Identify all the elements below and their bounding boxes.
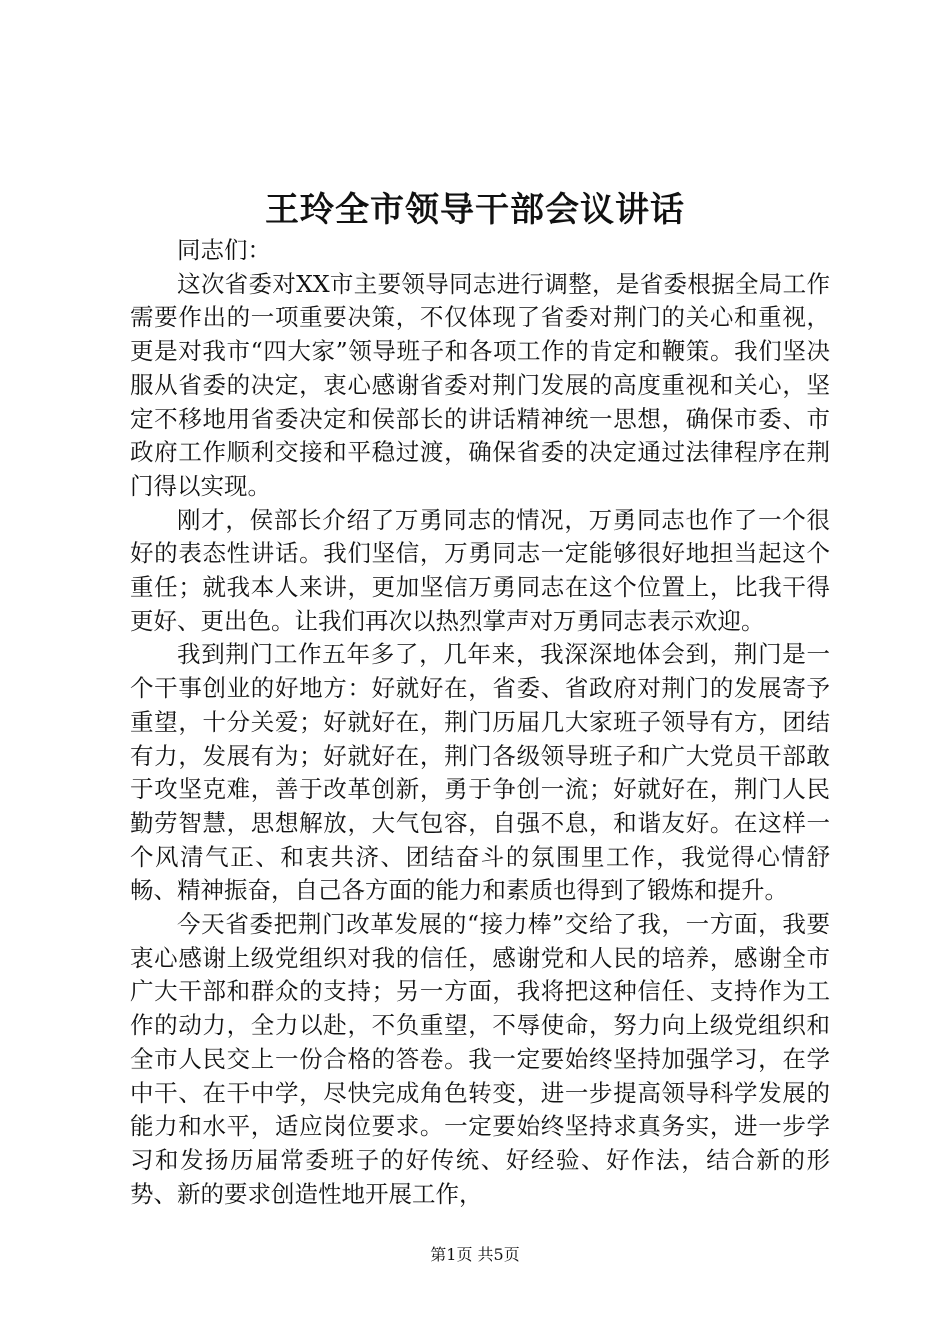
- document-title: 王玲全市领导干部会议讲话: [265, 190, 685, 230]
- page-footer: 第1页 共5页: [430, 1245, 520, 1264]
- salutation: 同志们：: [177, 236, 271, 264]
- paragraph-3: 我到荆门工作五年多了，几年来，我深深地体会到，荆门是一个干事创业的好地方：好就好在，省委、省政府对荆门的发展寄予重望，十分关爱；好就好在，荆门历届几大家班子领导有方，团结有力，发展有为；好就好在，荆门各级领导班子和广大党员干部敢于攻坚克难，善于改革创新，勇于争创一流；好就好在，荆门人民勤劳智慧，思想解放，大气包容，自强不息，和谐友好。在这样一个风清气正、和衷共济、团结奋斗的氛围里工作，我觉得心情舒畅、精神振奋，自己各方面的能力和素质也得到了锻炼和提升。: [130, 640, 830, 905]
- paragraph-2: 刚才，侯部长介绍了万勇同志的情况，万勇同志也作了一个很好的表态性讲话。我们坚信，万勇同志一定能够很好地担当起这个重任；就我本人来讲，更加坚信万勇同志在这个位置上，比我干得更好、更出色。让我们再次以热烈掌声对万勇同志表示欢迎。: [130, 505, 830, 635]
- paragraph-1: 这次省委对XX市主要领导同志进行调整，是省委根据全局工作需要作出的一项重要决策，不仅体现了省委对荆门的关心和重视，更是对我市“四大家”领导班子和各项工作的肯定和鞭策。我们坚决服从省委的决定，衷心感谢省委对荆门发展的高度重视和关心，坚定不移地用省委决定和侯部长的讲话精神统一思想，确保市委、市政府工作顺利交接和平稳过渡，确保省委的决定通过法律程序在荆门得以实现。: [130, 269, 830, 500]
- paragraph-4: 今天省委把荆门改革发展的“接力棒”交给了我，一方面，我要衷心感谢上级党组织对我的信任，感谢党和人民的培养，感谢全市广大干部和群众的支持；另一方面，我将把这种信任、支持作为工作的动力，全力以赴，不负重望，不辱使命，努力向上级党组织和全市人民交上一份合格的答卷。我一定要始终坚持加强学习，在学中干、在干中学，尽快完成角色转变，进一步提高领导科学发展的能力和水平，适应岗位要求。一定要始终坚持求真务实，进一步学习和发扬历届常委班子的好传统、好经验、好作法，结合新的形势、新的要求创造性地开展工作，: [130, 910, 830, 1208]
- document-body: [130, 234, 830, 1211]
